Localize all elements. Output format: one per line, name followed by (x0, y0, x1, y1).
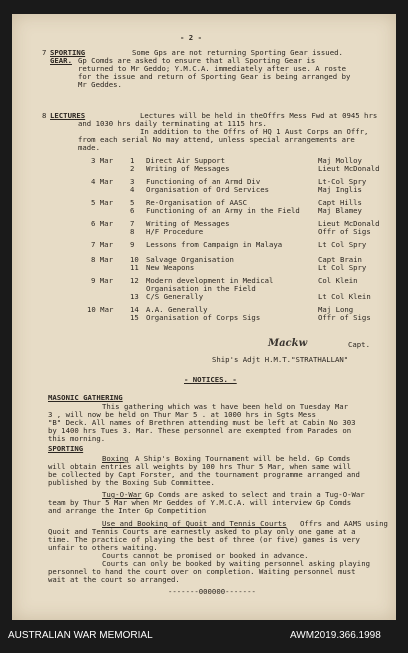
section-heading: GEAR. (50, 56, 72, 65)
paragraph-line: published by the Boxing Sub Committee. (48, 478, 215, 487)
paragraph-line: Courts cannot be promised or booked in advance. (102, 551, 309, 560)
schedule-date: 6 Mar (91, 219, 113, 228)
lecture-subject: Lessons from Campaign in Malaya (146, 240, 283, 249)
lecturer-name: Maj Blamey (318, 206, 362, 215)
lecture-subject: H/F Procedure (146, 227, 204, 236)
lecture-subject: C/S Generally (146, 292, 204, 301)
lecture-number: 8 (130, 227, 135, 236)
schedule-date: 3 Mar (91, 156, 113, 165)
notices-title: - NOTICES. - (184, 375, 237, 384)
section-heading: SPORTING (50, 48, 86, 57)
lecture-number: 2 (130, 164, 135, 173)
lecture-number: 13 (130, 292, 139, 301)
lecture-subject: Modern development in Medical (146, 276, 274, 285)
handwritten-signature: Mackw (268, 338, 308, 349)
end-marker: -------000000------- (168, 587, 256, 596)
paragraph-line: Gp Comds are asked to select and train a Tug-O-War (145, 490, 365, 499)
signature-rank: Capt. (348, 340, 370, 349)
footer-institution: AUSTRALIAN WAR MEMORIAL (8, 630, 153, 641)
lecture-subject: Direct Air Support (146, 156, 226, 165)
lecture-subject: Salvage Organisation (146, 255, 234, 264)
lecture-number: 6 (130, 206, 135, 215)
subsection-heading: Boxing (102, 454, 129, 463)
paragraph-line: made. (78, 143, 100, 152)
schedule-date: 9 Mar (91, 276, 113, 285)
lecture-number: 15 (130, 313, 139, 322)
page-number: - 2 - (180, 33, 202, 42)
lecture-subject: Re-Organisation of AASC (146, 198, 248, 207)
lecture-subject: Organisation of Ord Services (146, 185, 270, 194)
lecture-number: 4 (130, 185, 135, 194)
schedule-date: 8 Mar (91, 255, 113, 264)
paragraph-line: will obtain entries all weights by 100 hrs Thur 5 Mar, when same will (48, 462, 352, 471)
schedule-date: 4 Mar (91, 177, 113, 186)
paragraph-line: team by Thur 5 Mar when Mr Geddes of Y.M.C.A. will interview Gp Comds (48, 498, 352, 507)
lecturer-name: Lt-Col Spry (318, 177, 367, 186)
paragraph-line: and arrange the Inter Gp Competition (48, 506, 207, 515)
lecture-subject: Writing of Messages (146, 219, 230, 228)
paragraph-line: returned to Mr Geddo; Y.M.C.A. immediately after use. A roste (78, 64, 346, 73)
lecturer-name: Maj Molloy (318, 156, 362, 165)
footer-accession-number: AWM2019.366.1998 (290, 630, 381, 641)
section-number: 7 (42, 48, 47, 57)
lecture-subject: Organisation in the Field (146, 284, 256, 293)
lecture-number: 9 (130, 240, 135, 249)
paragraph-line: A Ship's Boxing Tournament will be held. Gp Comds (135, 454, 351, 463)
lecture-subject: Writing of Messages (146, 164, 230, 173)
schedule-date: 10 Mar (87, 305, 114, 314)
lecturer-name: Lieut McDonald (318, 164, 380, 173)
lecturer-name: Capt Hills (318, 198, 362, 207)
paragraph-line: wait at the court so arranged. (48, 575, 180, 584)
schedule-date: 5 Mar (91, 198, 113, 207)
lecture-number: 1 (130, 156, 135, 165)
lecturer-name: Col Klein (318, 276, 358, 285)
paragraph-line: This gathering which was t have been held on Tuesday Mar (102, 402, 349, 411)
lecture-subject: A.A. Generally (146, 305, 208, 314)
paragraph-line: In addition to the Offrs of HQ 1 Aust Corps an Offr, (140, 127, 369, 136)
lecturer-name: Lieut McDonald (318, 219, 380, 228)
section-number: 8 (42, 111, 47, 120)
paragraph-line: Quoit and Tennis Courts are earnestly asked to play only one game at a (48, 527, 356, 536)
lecturer-name: Lt Col Klein (318, 292, 371, 301)
document-page (12, 14, 396, 620)
lecturer-name: Maj Long (318, 305, 354, 314)
paragraph-line: personnel to hand the court over on completion. Waiting personnel must (48, 567, 356, 576)
lecturer-name: Offr of Sigs (318, 313, 371, 322)
paragraph-line: from each serial No may attend, unless special arrangements are (78, 135, 355, 144)
paragraph-line: for the issue and return of Sporting Gear is being arranged by (78, 72, 351, 81)
lecture-number: 7 (130, 219, 135, 228)
lecturer-name: Maj Inglis (318, 185, 362, 194)
lecturer-name: Lt Col Spry (318, 240, 367, 249)
lecturer-name: Offr of Sigs (318, 227, 371, 236)
lecture-number: 11 (130, 263, 139, 272)
paragraph-line: 3 , will now be held on Thur Mar 5 . at 1000 hrs in Sgts Mess (48, 410, 316, 419)
paragraph-line: and 1030 hrs daily terminating at 1115 hrs. (78, 119, 267, 128)
lecture-subject: Organisation of Corps Sigs (146, 313, 261, 322)
section-heading: SPORTING (48, 444, 84, 453)
lecture-number: 12 (130, 276, 139, 285)
lecture-number: 10 (130, 255, 139, 264)
paragraph-line: Some Gps are not returning Sporting Gear issued. (132, 48, 343, 57)
paragraph-line: unfair to others waiting. (48, 543, 158, 552)
lecture-subject: Functioning of an Armd Div (146, 177, 261, 186)
paragraph-line: by 1400 hrs Tues 3. Mar. These personnel are exempted from Parades on (48, 426, 352, 435)
subsection-heading: Tug-O-War (102, 490, 142, 499)
paragraph-line: Courts can only be booked by waiting personnel asking playing (102, 559, 370, 568)
paragraph-line: this morning. (48, 434, 106, 443)
signature-title: Ship's Adjt H.M.T."STRATHALLAN" (212, 355, 349, 364)
paragraph-line: "B" Deck. All names of Brethren attending must be left at Cabin No 303 (48, 418, 356, 427)
lecturer-name: Lt Col Spry (318, 263, 367, 272)
lecture-subject: Functioning of an Army in the Field (146, 206, 300, 215)
schedule-date: 7 Mar (91, 240, 113, 249)
subsection-heading: Use and Booking of Quoit and Tennis Courts (102, 519, 287, 528)
lecture-number: 14 (130, 305, 139, 314)
paragraph-line: Gp Comds are asked to ensure that all Sporting Gear is (78, 56, 316, 65)
paragraph-line: time. The practice of playing the best of three (or five) games is very (48, 535, 360, 544)
section-heading: LECTURES (50, 111, 86, 120)
paragraph-line: Offrs and AAMS using (300, 519, 388, 528)
lecture-number: 3 (130, 177, 135, 186)
paragraph-line: Mr Geddes. (78, 80, 122, 89)
paragraph-line: Lectures will be held in theOffrs Mess Fwd at 0945 hrs (140, 111, 378, 120)
section-heading: MASONIC GATHERING (48, 393, 123, 402)
lecture-subject: New Weapons (146, 263, 195, 272)
lecture-number: 5 (130, 198, 135, 207)
paragraph-line: be collected by Capt Forster, and the tournament programme arranged and (48, 470, 360, 479)
lecturer-name: Capt Brain (318, 255, 362, 264)
